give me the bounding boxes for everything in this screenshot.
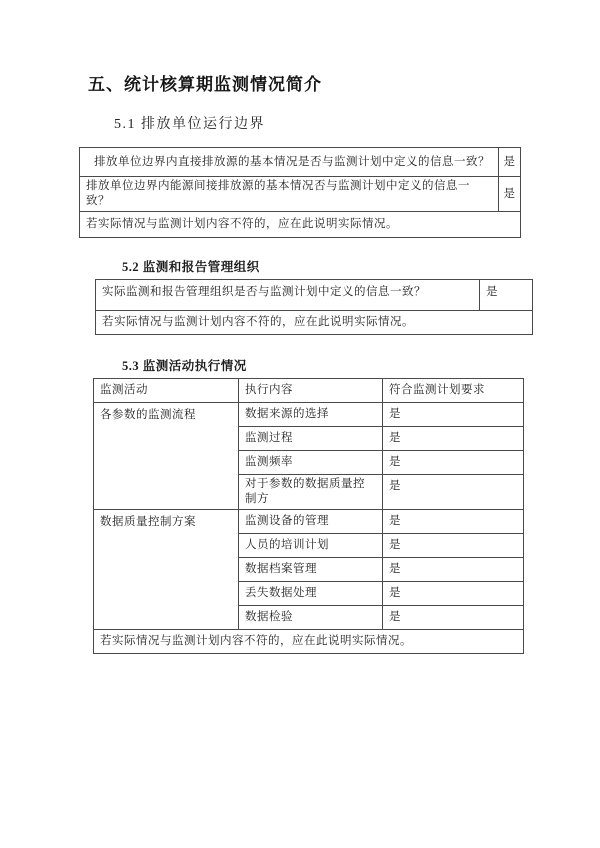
conform-cell: 是 (383, 451, 524, 475)
conform-cell: 是 (383, 403, 524, 427)
table-row (94, 403, 524, 427)
note-cell: 若实际情况与监测计划内容不符的，应在此说明实际情况。 (94, 630, 524, 654)
management-organization-table (95, 279, 533, 335)
header-cell-conformity: 符合监测计划要求 (383, 379, 524, 403)
table-row (94, 510, 524, 534)
answer-cell: 是 (480, 280, 533, 311)
table-header-row (94, 379, 524, 403)
conform-cell: 是 (383, 534, 524, 558)
note-cell: 若实际情况与监测计划内容不符的，应在此说明实际情况。 (80, 212, 521, 238)
monitoring-activity-table (93, 378, 524, 654)
content-cell: 丢失数据处理 (239, 582, 383, 606)
operating-boundary-table (79, 147, 521, 238)
document-title: 五、统计核算期监测情况简介 (88, 75, 322, 94)
content-cell: 人员的培训计划 (239, 534, 383, 558)
conform-cell: 是 (383, 475, 524, 510)
answer-cell: 是 (499, 177, 521, 212)
content-cell: 监测设备的管理 (239, 510, 383, 534)
header-cell-activity: 监测活动 (94, 379, 239, 403)
content-cell: 数据检验 (239, 606, 383, 630)
table-row (96, 280, 533, 311)
conform-cell: 是 (383, 582, 524, 606)
table-row (80, 177, 521, 212)
header-cell-content: 执行内容 (239, 379, 383, 403)
content-cell: 监测频率 (239, 451, 383, 475)
table-note-row (80, 212, 521, 238)
activity-group-cell: 各参数的监测流程 (94, 403, 239, 510)
section-5-3-heading: 5.3 监测活动执行情况 (122, 359, 247, 373)
question-cell: 排放单位边界内直接排放源的基本情况是否与监测计划中定义的信息一致？ (80, 148, 499, 177)
table-row (80, 148, 521, 177)
content-cell: 数据来源的选择 (239, 403, 383, 427)
content-cell: 数据档案管理 (239, 558, 383, 582)
table-note-row (96, 311, 533, 335)
conform-cell: 是 (383, 427, 524, 451)
conform-cell: 是 (383, 558, 524, 582)
content-cell: 监测过程 (239, 427, 383, 451)
note-cell: 若实际情况与监测计划内容不符的，应在此说明实际情况。 (96, 311, 533, 335)
answer-cell: 是 (499, 148, 521, 177)
section-5-1-heading: 5.1 排放单位运行边界 (114, 117, 265, 132)
conform-cell: 是 (383, 510, 524, 534)
activity-group-cell: 数据质量控制方案 (94, 510, 239, 630)
question-cell: 排放单位边界内能源间接排放源的基本情况否与监测计划中定义的信息一致？ (80, 177, 499, 212)
conform-cell: 是 (383, 606, 524, 630)
section-5-2-heading: 5.2 监测和报告管理组织 (122, 260, 260, 274)
table-note-row (94, 630, 524, 654)
question-cell: 实际监测和报告管理组织是否与监测计划中定义的信息一致？ (96, 280, 480, 311)
content-cell: 对于参数的数据质量控制方 (239, 475, 383, 510)
